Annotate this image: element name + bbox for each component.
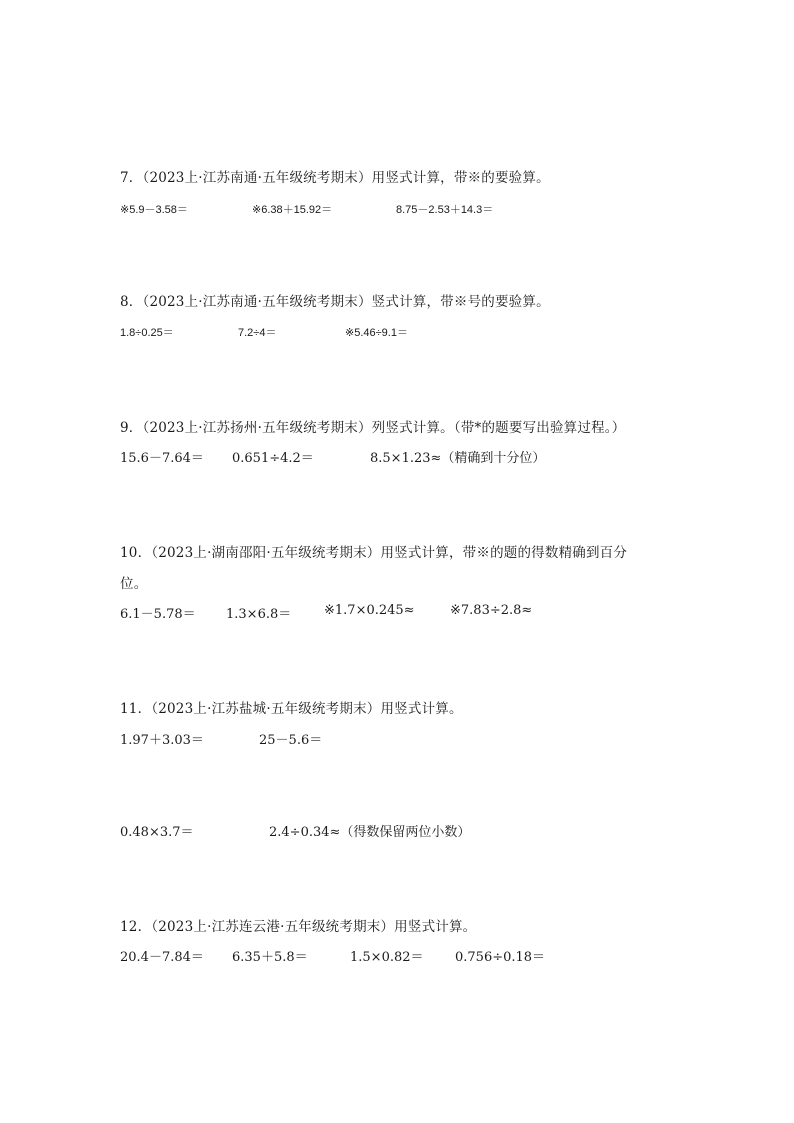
problem: 8.75－2.53＋14.3＝	[396, 204, 494, 216]
problem: 2.4÷0.34≈（得数保留两位小数）	[269, 825, 471, 840]
problem: 1.5×0.82＝	[350, 950, 424, 965]
problem: 0.651÷4.2＝	[232, 451, 314, 466]
problem: ※6.38＋15.92＝	[252, 204, 333, 216]
problem: 15.6－7.64＝	[120, 451, 204, 466]
problem: 0.48×3.7＝	[120, 825, 194, 840]
question-11-title: 11．（2023上·江苏盐城·五年级统考期末）用竖式计算。	[120, 701, 463, 717]
question-10-title-line1: 10．（2023上·湖南邵阳·五年级统考期末）用竖式计算，带※的题的得数精确到百分	[120, 545, 628, 561]
problem: ※1.7×0.245≈	[324, 603, 415, 618]
problem: 1.97＋3.03＝	[120, 733, 204, 748]
question-9-title: 9．（2023上·江苏扬州·五年级统考期末）列竖式计算。（带*的题要写出验算过程。）	[120, 420, 626, 436]
question-12-title: 12．（2023上·江苏连云港·五年级统考期末）用竖式计算。	[120, 919, 477, 935]
problem: ※7.83÷2.8≈	[450, 603, 533, 618]
problem: 1.8÷0.25＝	[120, 327, 174, 339]
problem: ※5.9－3.58＝	[120, 204, 188, 216]
problem: 1.3×6.8＝	[226, 607, 292, 622]
problem: 8.5×1.23≈（精确到十分位）	[370, 451, 546, 466]
question-8-title: 8．（2023上·江苏南通·五年级统考期末）竖式计算，带※号的要验算。	[120, 294, 550, 310]
problem: 0.756÷0.18＝	[455, 950, 546, 965]
problem: 20.4－7.84＝	[120, 950, 204, 965]
question-10-title-line2: 位。	[120, 576, 148, 592]
problem: 6.35＋5.8＝	[232, 950, 308, 965]
problem: ※5.46÷9.1＝	[345, 327, 408, 339]
problem: 7.2÷4＝	[238, 327, 277, 339]
question-7-title: 7．（2023上·江苏南通·五年级统考期末）用竖式计算，带※的要验算。	[120, 170, 550, 186]
problem: 25－5.6＝	[259, 733, 323, 748]
problem: 6.1－5.78＝	[120, 607, 196, 622]
